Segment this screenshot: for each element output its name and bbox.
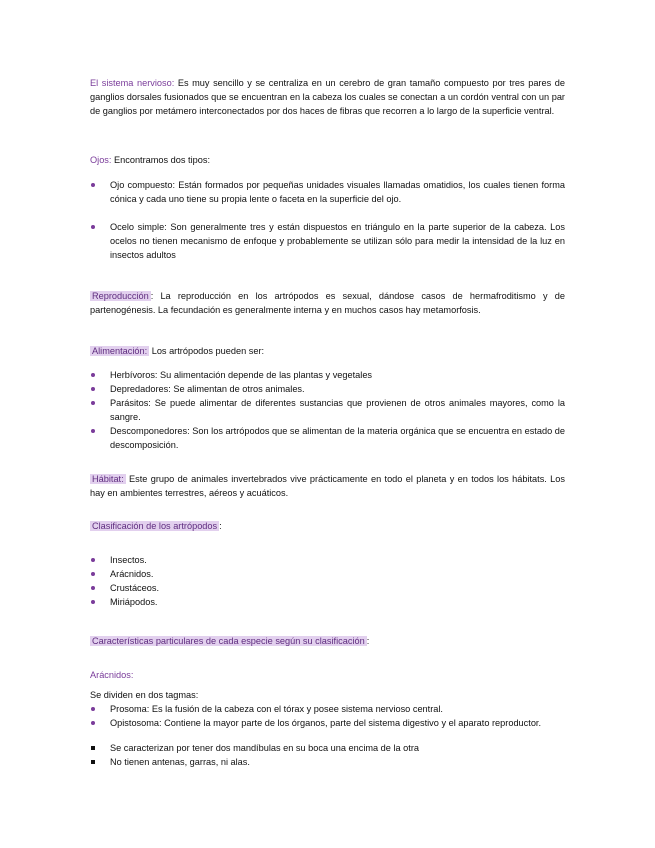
list-item [90,595,565,609]
list-item-text: Se caracterizan por tener dos mandíbulas en su boca una encima de la otra [110,743,419,753]
list-item-text: Son los artrópodos que se alimentan de la materia orgánica que se encuentra en estado de descomposición. [110,426,565,450]
list-item [90,567,565,581]
habitat-text: Este grupo de animales invertebrados vive prácticamente en todo el planeta y en todos los hábitats. Los hay en ambientes terrestres, aéreos y acuáticos. [90,474,565,498]
eyes-paragraph [90,153,565,167]
list-item-text: Insectos. [110,555,147,565]
list-item-text: Están formados por pequeñas unidades visuales llamadas omatidios, los cuales tienen forma cónica y cada uno tiene su propia lente o faceta en la superficie del ojo. [110,180,565,204]
bullet-icon [91,572,95,576]
list-item-title: Herbívoros: [110,370,158,380]
feeding-intro: Los artrópodos pueden ser: [149,346,265,356]
reproduction-text: : La reproducción en los artrópodos es sexual, dándose casos de hermafroditismo y de partenogénesis. La fecundación es generalmente interna y en muchos casos hay metamorfosis. [90,291,565,315]
list-item-text: Crustáceos. [110,583,160,593]
nervous-system-paragraph [90,76,565,118]
list-item-text: Se puede alimentar de diferentes sustancias que provienen de otros animales mayores, como la sangre. [110,398,565,422]
reproduction-heading: Reproducción [92,291,149,301]
list-item [90,368,565,382]
list-item-text: Su alimentación depende de las plantas y vegetales [157,370,373,380]
list-item-text: Se alimentan de otros animales. [170,384,305,394]
list-item [90,716,565,730]
list-item-title: Ocelo simple: [110,222,167,232]
eyes-list [90,178,565,262]
tagmas-list [90,702,565,730]
bullet-icon [91,429,95,433]
list-item-text: Arácnidos. [110,569,154,579]
classification-list [90,553,565,609]
arachnids-intro: Se dividen en dos tagmas: [90,690,199,700]
list-item [90,424,565,452]
list-item-title: Depredadores: [110,384,171,394]
habitat-heading: Hábitat: [92,474,124,484]
list-item [90,741,565,755]
list-item [90,581,565,595]
bullet-icon [91,586,95,590]
nervous-system-text: Es muy sencillo y se centraliza en un cerebro de gran tamaño compuesto por tres pares de ganglios dorsales fusionados que se encuentran en la cabeza los cuales se conectan a un cordón ventral con un par de ganglios por metámero interconectados por dos haces de fibras que recorren a lo largo de la superficie ventral. [90,78,565,116]
bullet-icon [91,183,95,187]
bullet-icon [91,373,95,377]
feeding-paragraph [90,344,565,358]
list-item-title: Prosoma: [110,704,150,714]
eyes-label: Ojos: [90,155,112,165]
reproduction-paragraph [90,289,565,317]
square-bullet-icon [91,760,95,764]
feeding-heading: Alimentación: [92,346,148,356]
characteristics-suffix: : [366,636,370,646]
bullet-icon [91,387,95,391]
arachnid-features-list [90,741,565,769]
bullet-icon [91,721,95,725]
list-item [90,702,565,716]
list-item [90,396,565,424]
list-item-text: Es la fusión de la cabeza con el tórax y posee sistema nervioso central. [149,704,443,714]
bullet-icon [91,401,95,405]
list-item [90,382,565,396]
characteristics-heading-line [90,634,565,648]
list-item-text: Son generalmente tres y están dispuestos en triángulo en la parte superior de la cabeza. Los ocelos no tienen mecanismo de enfoque y probablemente se utilizan sólo para medir la intensidad de la luz en insectos adultos [110,222,565,260]
bullet-icon [91,707,95,711]
classification-heading: Clasificación de los artrópodos [92,521,218,531]
characteristics-heading: Características particulares de cada especie según su clasificación [92,636,365,646]
list-item-title: Opistosoma: [110,718,162,728]
list-item-title: Parásitos: [110,398,151,408]
arachnids-heading-line [90,668,565,682]
list-item [90,553,565,567]
bullet-icon [91,225,95,229]
list-item-title: Ojo compuesto: [110,180,176,190]
list-item [90,755,565,769]
arachnids-heading: Arácnidos: [90,670,134,680]
classification-suffix: : [219,521,222,531]
nervous-system-label: El sistema nervioso: [90,78,175,88]
classification-heading-line [90,519,565,533]
eyes-intro: Encontramos dos tipos: [111,155,211,165]
list-item-text: Contiene la mayor parte de los órganos, parte del sistema digestivo y el aparato reproductor. [161,718,542,728]
feeding-list [90,368,565,452]
list-item [90,220,565,262]
bullet-icon [91,600,95,604]
list-spacer [90,206,565,220]
square-bullet-icon [91,746,95,750]
list-item [90,178,565,206]
list-item-text: No tienen antenas, garras, ni alas. [110,757,250,767]
bullet-icon [91,558,95,562]
list-item-text: Miriápodos. [110,597,158,607]
habitat-paragraph [90,472,565,500]
list-item-title: Descomponedores: [110,426,190,436]
